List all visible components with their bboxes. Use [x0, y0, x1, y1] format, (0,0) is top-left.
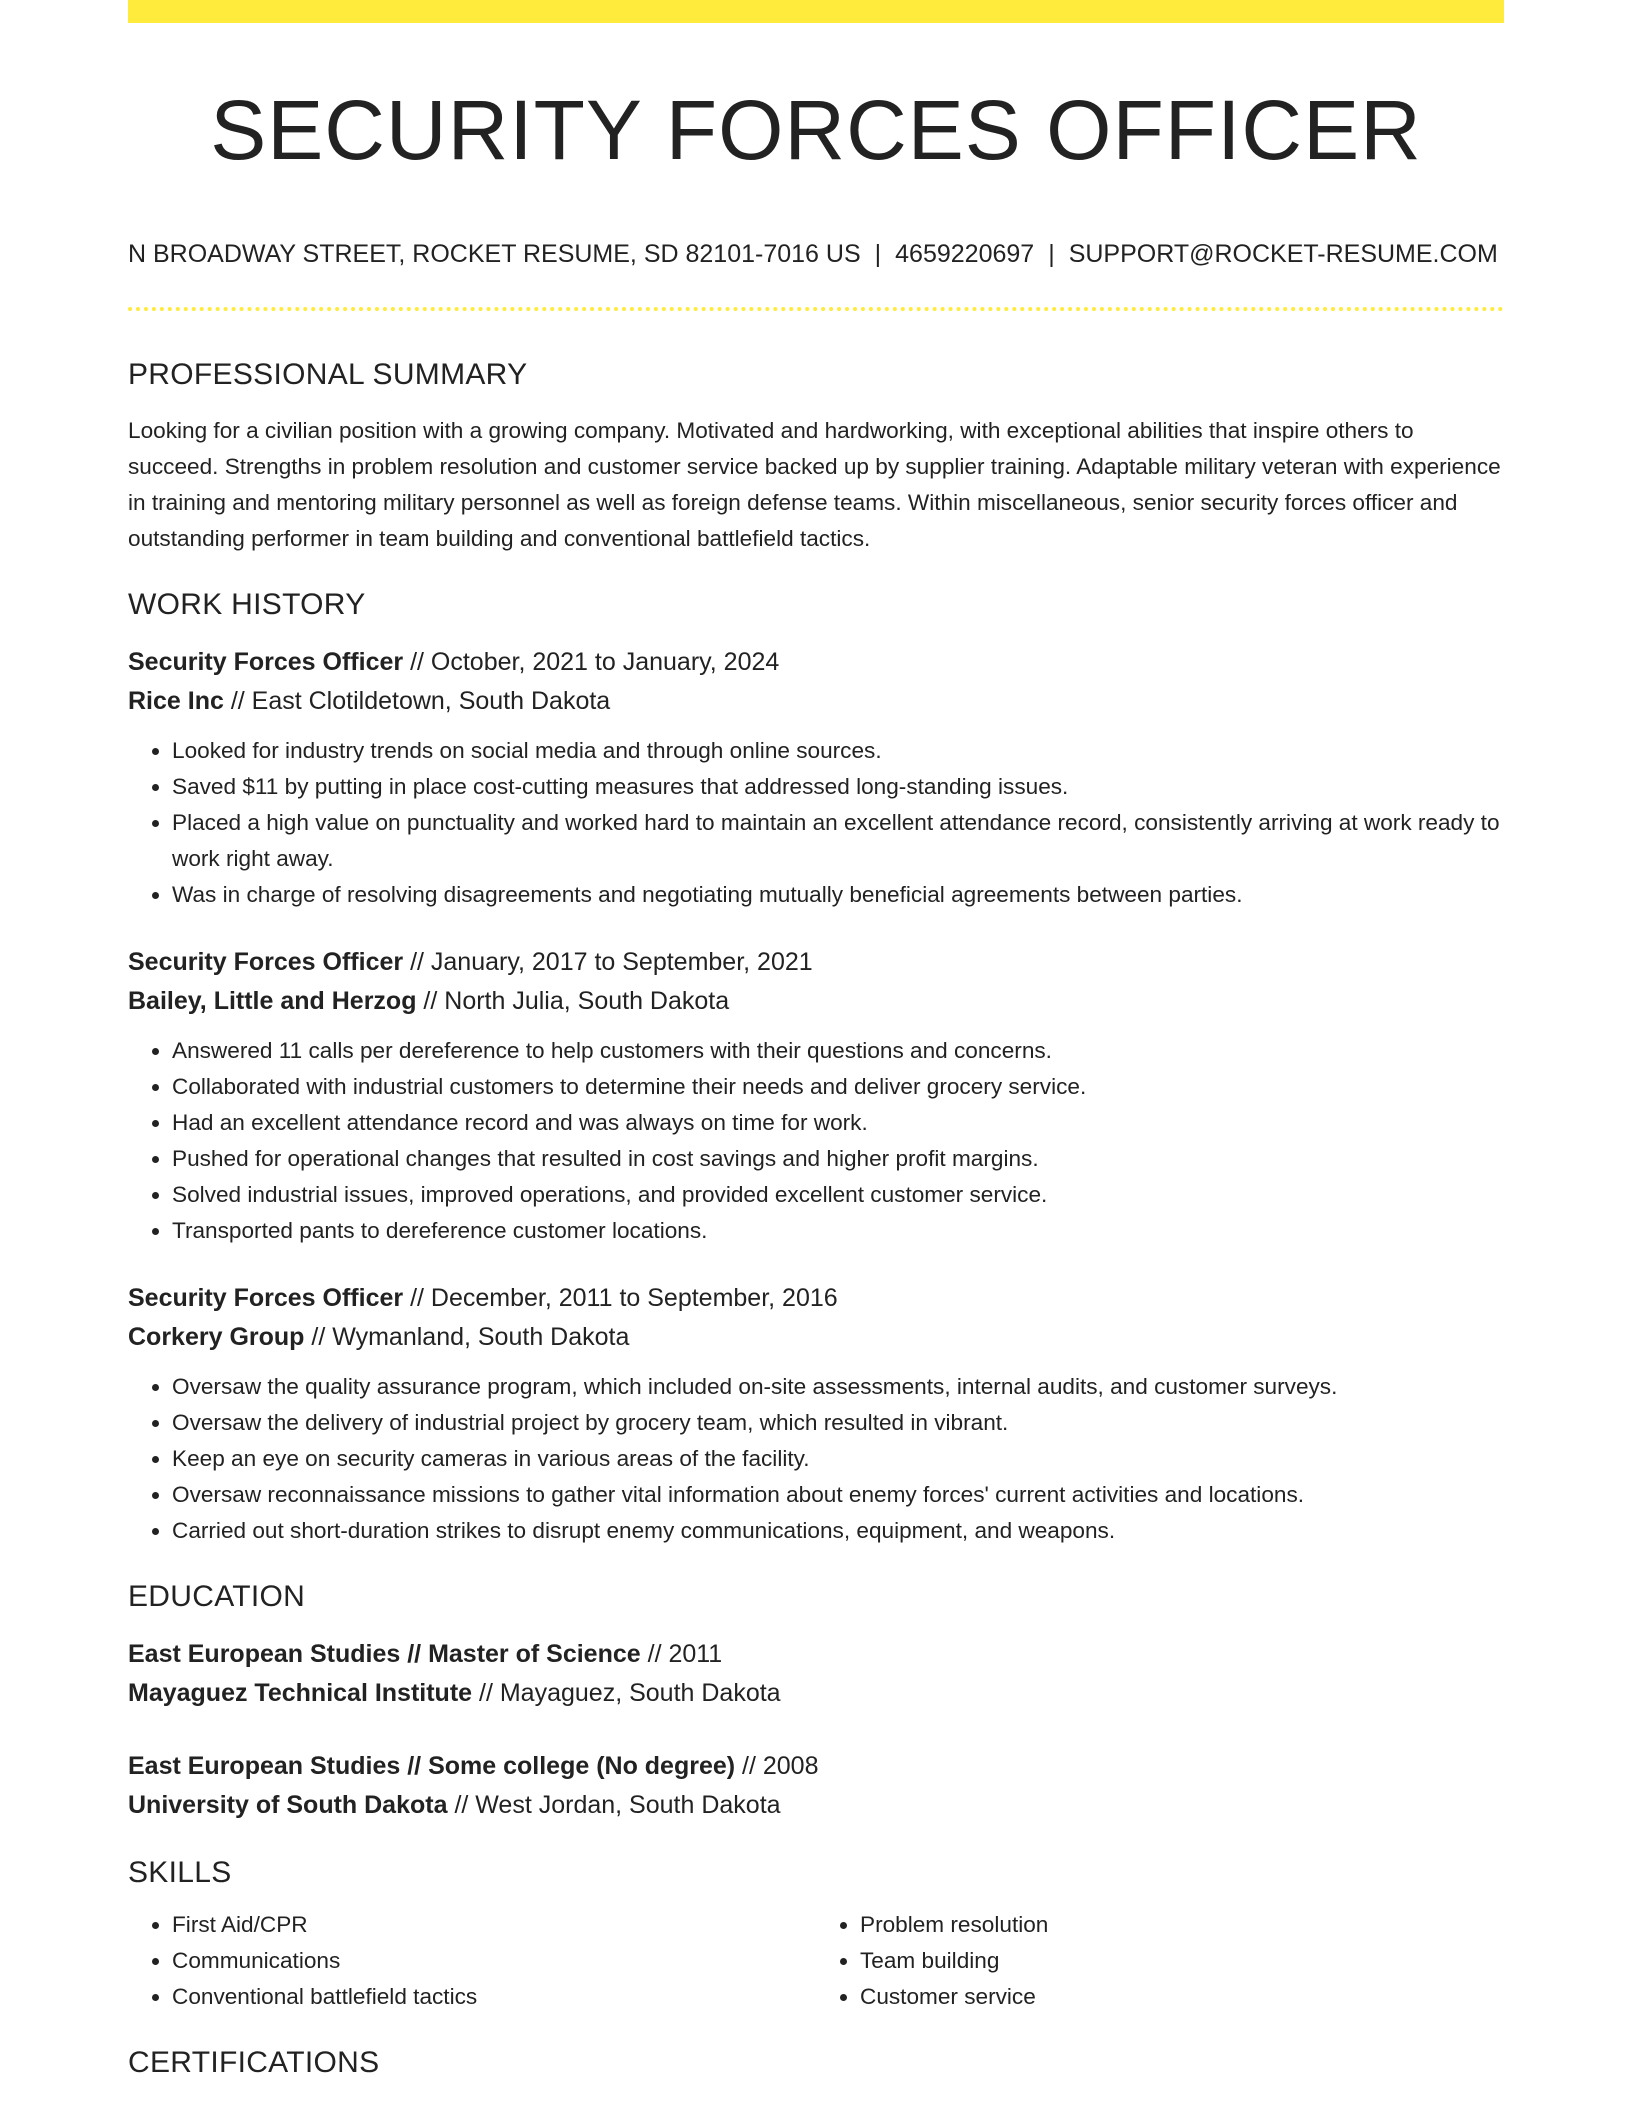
- list-item: • Oversaw the quality assurance program, which included on-site assessments, internal audits, and customer surveys.: [172, 1369, 1504, 1405]
- education-degree: East European Studies // Master of Science: [128, 1640, 641, 1668]
- job-entry: [128, 643, 1504, 913]
- job-location: // Wymanland, South Dakota: [304, 1323, 630, 1351]
- list-item: • Team building: [860, 1943, 1504, 1979]
- list-item: • Looked for industry trends on social media and through online sources.: [172, 733, 1504, 769]
- section-heading: WORK HISTORY: [128, 588, 366, 621]
- list-item: • Placed a high value on punctuality and worked hard to maintain an excellent attendance record, consistently arriving at work ready to work right away.: [172, 805, 1504, 877]
- job-dates: // October, 2021 to January, 2024: [403, 648, 780, 676]
- education-school: Mayaguez Technical Institute: [128, 1679, 473, 1707]
- job-dates: // January, 2017 to September, 2021: [403, 948, 813, 976]
- resume-page: [128, 0, 1504, 2079]
- list-item: • Conventional battlefield tactics: [172, 1979, 816, 2015]
- job-company-line: [128, 682, 1504, 721]
- education-degree-line: [128, 1747, 1504, 1786]
- job-entry: [128, 1279, 1504, 1549]
- job-entry: [128, 943, 1504, 1249]
- contact-email: SUPPORT@ROCKET-RESUME.COM: [1068, 240, 1498, 268]
- list-item: • Saved $11 by putting in place cost-cutting measures that addressed long-standing issues.: [172, 769, 1504, 805]
- job-dates: // December, 2011 to September, 2016: [403, 1284, 838, 1312]
- section-heading: SKILLS: [128, 1856, 232, 1889]
- certifications-section: [128, 2043, 1504, 2083]
- resume-title: SECURITY FORCES OFFICER: [210, 83, 1422, 177]
- section-heading: EDUCATION: [128, 1580, 306, 1613]
- dotted-divider: [128, 307, 1504, 311]
- job-company-line: [128, 982, 1504, 1021]
- job-title: Security Forces Officer: [128, 1284, 404, 1312]
- job-bullets: [128, 1033, 1504, 1249]
- list-item: • Carried out short-duration strikes to disrupt enemy communications, equipment, and weapons.: [172, 1513, 1504, 1549]
- job-title-line: [128, 643, 1504, 682]
- summary-text: Looking for a civilian position with a growing company. Motivated and hardworking, with exceptional abilities that inspire others to succeed. Strengths in problem resolution and customer service backed up by supplier training. Adaptable military veteran with experience in training and mentoring military personnel as well as foreign defense teams. Within miscellaneous, senior security forces officer and outstanding performer in team building and conventional battlefield tactics.: [128, 418, 1501, 551]
- job-company: Rice Inc: [128, 687, 224, 715]
- skills-right-column: [816, 1907, 1504, 2015]
- list-item: • Pushed for operational changes that resulted in cost savings and higher profit margins.: [172, 1141, 1504, 1177]
- job-company-line: [128, 1318, 1504, 1357]
- education-location: // Mayaguez, South Dakota: [472, 1679, 781, 1707]
- list-item: • Transported pants to dereference customer locations.: [172, 1213, 1504, 1249]
- job-company: Corkery Group: [128, 1323, 305, 1351]
- education-degree: East European Studies // Some college (No degree): [128, 1752, 736, 1780]
- education-school-line: [128, 1674, 1504, 1713]
- contact-line: [128, 238, 1504, 270]
- section-heading: CERTIFICATIONS: [128, 2046, 380, 2079]
- job-bullets: [128, 1369, 1504, 1549]
- list-item: • Solved industrial issues, improved operations, and provided excellent customer service.: [172, 1177, 1504, 1213]
- list-item: • Oversaw reconnaissance missions to gather vital information about enemy forces' current activities and locations.: [172, 1477, 1504, 1513]
- education-entry: [128, 1747, 1504, 1825]
- list-item: • First Aid/CPR: [172, 1907, 816, 1943]
- job-title: Security Forces Officer: [128, 948, 404, 976]
- list-item: • Keep an eye on security cameras in various areas of the facility.: [172, 1441, 1504, 1477]
- job-location: // North Julia, South Dakota: [416, 987, 730, 1015]
- contact-separator: |: [1048, 240, 1055, 268]
- education-year: // 2008: [735, 1752, 819, 1780]
- list-item: • Communications: [172, 1943, 816, 1979]
- job-bullets: [128, 733, 1504, 913]
- list-item: • Problem resolution: [860, 1907, 1504, 1943]
- professional-summary-section: [128, 355, 1504, 557]
- contact-address: N BROADWAY STREET, ROCKET RESUME, SD 82101-7016 US: [128, 240, 861, 268]
- work-history-section: [128, 585, 1504, 1549]
- skills-left-column: [128, 1907, 816, 2015]
- section-heading: PROFESSIONAL SUMMARY: [128, 358, 528, 391]
- education-school: University of South Dakota: [128, 1791, 448, 1819]
- education-degree-line: [128, 1635, 1504, 1674]
- job-title: Security Forces Officer: [128, 648, 404, 676]
- education-school-line: [128, 1786, 1504, 1825]
- job-company: Bailey, Little and Herzog: [128, 987, 417, 1015]
- list-item: • Answered 11 calls per dereference to help customers with their questions and concerns.: [172, 1033, 1504, 1069]
- job-location: // East Clotildetown, South Dakota: [223, 687, 611, 715]
- list-item: • Had an excellent attendance record and was always on time for work.: [172, 1105, 1504, 1141]
- list-item: • Oversaw the delivery of industrial project by grocery team, which resulted in vibrant.: [172, 1405, 1504, 1441]
- skills-columns: [128, 1907, 1504, 2015]
- contact-separator: |: [874, 240, 882, 268]
- contact-phone: 4659220697: [895, 240, 1035, 268]
- list-item: • Was in charge of resolving disagreements and negotiating mutually beneficial agreements between parties.: [172, 877, 1504, 913]
- education-entry: [128, 1635, 1504, 1713]
- skills-section: [128, 1853, 1504, 2015]
- list-item: • Customer service: [860, 1979, 1504, 2015]
- education-section: [128, 1577, 1504, 1825]
- job-title-line: [128, 943, 1504, 982]
- education-location: // West Jordan, South Dakota: [447, 1791, 781, 1819]
- accent-top-bar: [128, 0, 1504, 23]
- education-year: // 2011: [640, 1640, 723, 1668]
- list-item: • Collaborated with industrial customers to determine their needs and deliver grocery service.: [172, 1069, 1504, 1105]
- job-title-line: [128, 1279, 1504, 1318]
- resume-content: [128, 355, 1504, 2083]
